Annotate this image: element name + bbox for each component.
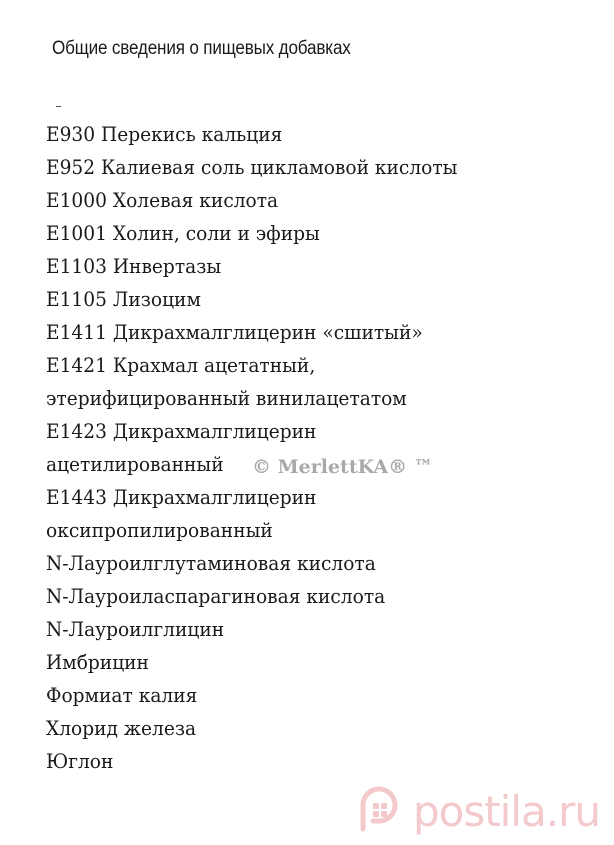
list-item: E1105 Лизоцим xyxy=(46,287,201,311)
list-item: E1423 Дикрахмалглицерин xyxy=(46,419,317,443)
list-item: N-Лауроиласпарагиновая кислота xyxy=(46,584,386,608)
list-item: этерифицированный винилацетатом xyxy=(46,386,407,410)
list-item: Хлорид железа xyxy=(46,716,197,740)
watermark: © MerlettKA® ™ xyxy=(252,456,433,478)
list-item: E930 Перекись кальция xyxy=(46,122,283,146)
list-item: E1443 Дикрахмалглицерин xyxy=(46,485,317,509)
list-item: Имбрицин xyxy=(46,650,149,674)
list-item: ацетилированный xyxy=(46,452,224,476)
list-item: N-Лауроилглицин xyxy=(46,617,225,641)
list-item: N-Лауроилглутаминовая кислота xyxy=(46,551,376,575)
decorative-dash xyxy=(56,106,61,107)
list-item: Юглон xyxy=(46,749,114,773)
list-item: E1421 Крахмал ацетатный, xyxy=(46,353,316,377)
postila-logo-text: postila.ru xyxy=(412,786,600,836)
additive-list xyxy=(46,118,488,778)
list-item: E952 Калиевая соль цикламовой кислоты xyxy=(46,155,458,179)
list-item: E1103 Инвертазы xyxy=(46,254,222,278)
list-item: E1000 Холевая кислота xyxy=(46,188,279,212)
list-item: E1411 Дикрахмалглицерин «сшитый» xyxy=(46,320,423,344)
postila-logo[interactable] xyxy=(355,785,600,837)
list-item: оксипропилированный xyxy=(46,518,273,542)
list-item: E1001 Холин, соли и эфиры xyxy=(46,221,320,245)
page-title: Общие сведения о пищевых добавках xyxy=(52,38,351,59)
list-item: Формиат калия xyxy=(46,683,198,707)
postila-logo-icon xyxy=(355,785,407,837)
